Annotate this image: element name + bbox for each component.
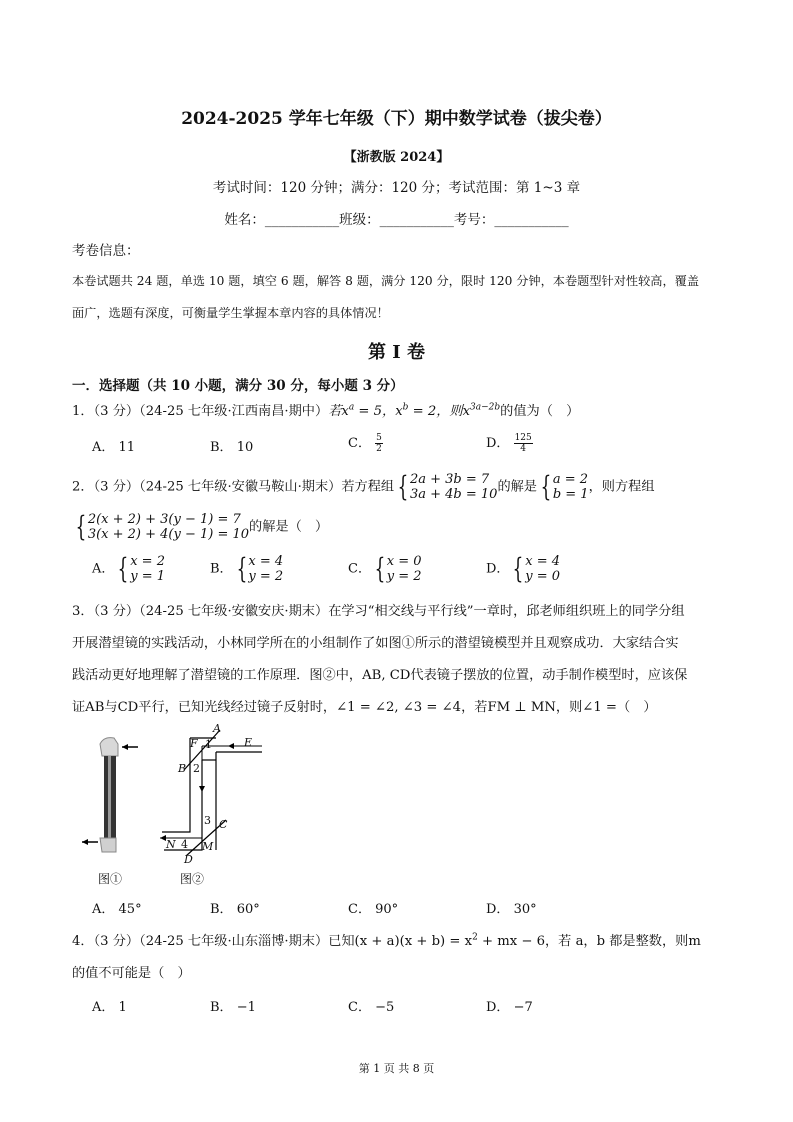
equation: 3(x + 2) + 4(y − 1) = 10	[87, 527, 250, 542]
question-3	[72, 600, 685, 619]
q4-option-d[interactable]	[486, 996, 533, 1015]
figure-2-caption: 图②	[180, 872, 205, 886]
q1-option-c[interactable]	[348, 432, 383, 454]
question-source: （24-25 七年级·安徽安庆·期末）	[139, 604, 329, 619]
exponent: 3a−2b	[470, 402, 501, 413]
option-label: B．	[210, 561, 233, 577]
q4-option-a[interactable]	[92, 996, 127, 1015]
equation: x = 2	[130, 554, 165, 569]
q2-option-d[interactable]	[486, 554, 560, 584]
brace-icon: {	[397, 470, 409, 503]
option-value: 11	[118, 440, 136, 455]
exponent: a	[348, 402, 355, 413]
option-label: C．	[348, 902, 371, 917]
label-angle-1: 1	[205, 738, 212, 751]
question-text: = 5，x	[354, 404, 403, 419]
section-title: 第 I 卷	[368, 342, 425, 363]
denominator: 4	[520, 444, 527, 454]
option-value: 1	[118, 1000, 127, 1015]
question-text: 的解是	[497, 479, 537, 495]
question-text: 的值为（ ）	[500, 404, 580, 419]
numerator: 125	[514, 433, 532, 443]
option-value: 45°	[118, 902, 142, 917]
option-label: D．	[486, 902, 510, 917]
label-N: N	[166, 838, 176, 851]
question-text: 若x	[328, 404, 349, 419]
fraction	[375, 433, 383, 454]
question-score: （3 分）	[93, 404, 140, 419]
equation-system	[525, 554, 560, 584]
option-value: 90°	[375, 902, 399, 917]
equation: a = 2	[552, 472, 589, 487]
equation: 2a + 3b = 7	[409, 472, 490, 487]
option-label: D．	[486, 1000, 510, 1015]
option-label: D．	[486, 436, 510, 451]
option-label: C．	[348, 436, 371, 451]
equation-system	[130, 554, 165, 584]
question-text: + mx − 6，若 a，b 都是整数，则m	[477, 934, 701, 949]
q4-option-b[interactable]	[210, 996, 256, 1015]
question-4	[72, 930, 701, 949]
question-source: （24-25 七年级·安徽马鞍山·期末）	[139, 479, 342, 495]
equation: b = 1	[552, 487, 589, 502]
question-number: 2．	[72, 479, 94, 495]
exam-info: 考试时间：120 分钟；满分：120 分；考试范围：第 1~3 章	[212, 180, 581, 196]
label-C: C	[219, 818, 228, 831]
label-F: F	[190, 737, 198, 750]
option-label: C．	[348, 1000, 371, 1015]
question-text: 的解是（ ）	[249, 519, 329, 535]
q1-option-a[interactable]	[92, 436, 135, 455]
question-number: 3．	[72, 604, 94, 619]
exponent: b	[402, 402, 409, 413]
fraction	[514, 433, 533, 454]
brace-icon: {	[117, 552, 129, 585]
page-footer: 第 1 页 共 8 页	[358, 1062, 435, 1075]
q4-option-c[interactable]	[348, 996, 394, 1015]
equation: y = 0	[525, 569, 561, 584]
question-number: 4．	[72, 934, 94, 949]
brace-icon: {	[540, 470, 552, 503]
equation-system	[387, 554, 422, 584]
question-number: 1．	[72, 404, 94, 419]
question-2	[72, 472, 655, 502]
q2-option-a[interactable]	[92, 554, 165, 584]
q3-option-c[interactable]	[348, 898, 398, 917]
denominator: 2	[376, 444, 382, 454]
equation: 2(x + 2) + 3(y − 1) = 7	[87, 512, 241, 527]
equation: y = 1	[130, 569, 165, 584]
option-value: 60°	[236, 902, 260, 917]
question-1	[72, 400, 579, 419]
brace-icon: {	[236, 552, 247, 585]
question-score: （3 分）	[93, 604, 140, 619]
brace-icon: {	[374, 552, 386, 585]
q3-option-b[interactable]	[210, 898, 260, 917]
notice-label: 考卷信息：	[72, 243, 140, 259]
equation: 3a + 4b = 10	[409, 487, 498, 502]
equation-system	[410, 472, 497, 502]
option-label: C．	[348, 561, 371, 577]
option-value: −5	[375, 1000, 395, 1015]
question-text: 已知(x + a)(x + b) = x	[328, 934, 473, 949]
option-value: −7	[513, 1000, 533, 1015]
equation-system	[248, 554, 283, 584]
option-label: D．	[486, 561, 510, 577]
label-B: B	[178, 762, 187, 775]
question-3-line-2: 开展潜望镜的实践活动，小林同学所在的小组制作了如图①所示的潜望镜模型并且观察成功．大家结合实	[72, 636, 679, 651]
question-4-line-2: 的值不可能是（ ）	[72, 966, 191, 981]
q1-option-d[interactable]	[486, 432, 533, 454]
equation-system	[553, 472, 589, 502]
equation: y = 2	[386, 569, 422, 584]
option-label: A．	[92, 1000, 115, 1015]
option-label: B．	[210, 1000, 233, 1015]
equation: x = 4	[525, 554, 561, 569]
equation: x = 0	[386, 554, 422, 569]
q1-option-b[interactable]	[210, 436, 253, 455]
label-angle-4: 4	[181, 838, 188, 851]
q3-option-d[interactable]	[486, 898, 537, 917]
label-A: A	[213, 722, 221, 735]
option-label: A．	[92, 440, 115, 455]
q2-option-b[interactable]	[210, 554, 283, 584]
equation: x = 4	[248, 554, 284, 569]
label-E: E	[244, 736, 253, 749]
option-value: 10	[236, 440, 254, 455]
brace-icon: {	[513, 552, 524, 585]
part-heading: 一．选择题（共 10 小题，满分 30 分，每小题 3 分）	[72, 378, 404, 394]
exam-title: 2024-2025 学年七年级（下）期中数学试卷（拔尖卷）	[181, 109, 612, 129]
question-3-line-3: 践活动更好地理解了潜望镜的工作原理．图②中，AB, CD代表镜子摆放的位置，动手制作模型时，应该保	[72, 668, 688, 683]
question-text: 在学习“相交线与平行线”一章时，邱老师组织班上的同学分组	[328, 604, 685, 619]
label-angle-3: 3	[204, 814, 211, 827]
notice-line-1: 本卷试题共 24 题，单选 10 题，填空 6 题，解答 8 题，满分 120 分，限时 120 分钟，本卷题型针对性较高，覆盖	[72, 274, 700, 288]
option-label: A．	[92, 561, 115, 577]
notice-line-2: 面广，选题有深度，可衡量学生掌握本章内容的具体情况！	[72, 306, 389, 320]
question-text: = 2，则x	[408, 404, 471, 419]
equation-system	[88, 512, 249, 542]
numerator: 5	[376, 433, 382, 443]
option-label: B．	[210, 902, 233, 917]
question-source: （24-25 七年级·江西南昌·期中）	[139, 404, 329, 419]
label-D: D	[184, 853, 193, 866]
edition-label: 【浙教版 2024】	[343, 150, 450, 165]
question-score: （3 分）	[93, 479, 140, 495]
question-text: 若方程组	[341, 479, 395, 495]
figure-1-caption: 图①	[98, 872, 123, 886]
q3-option-a[interactable]	[92, 898, 142, 917]
student-info-line: 姓名：___________班级：___________考号：___________	[224, 212, 569, 228]
periscope-model-figure	[70, 730, 150, 858]
question-score: （3 分）	[93, 934, 140, 949]
label-M: M	[202, 840, 214, 853]
brace-icon: {	[75, 510, 87, 543]
q2-option-c[interactable]	[348, 554, 422, 584]
question-source: （24-25 七年级·山东淄博·期末）	[139, 934, 329, 949]
equation: y = 2	[248, 569, 284, 584]
option-label: B．	[210, 440, 233, 455]
question-2-cont	[72, 512, 328, 542]
exponent: 2	[472, 932, 478, 943]
question-3-line-4: 证AB与CD平行，已知光线经过镜子反射时，∠1 = ∠2, ∠3 = ∠4，若FM ⊥ MN，则∠1 =（ ）	[72, 700, 657, 715]
question-text: ，则方程组	[588, 479, 655, 495]
option-value: 30°	[513, 902, 537, 917]
option-value: −1	[236, 1000, 256, 1015]
option-label: A．	[92, 902, 115, 917]
label-angle-2: 2	[193, 762, 200, 775]
